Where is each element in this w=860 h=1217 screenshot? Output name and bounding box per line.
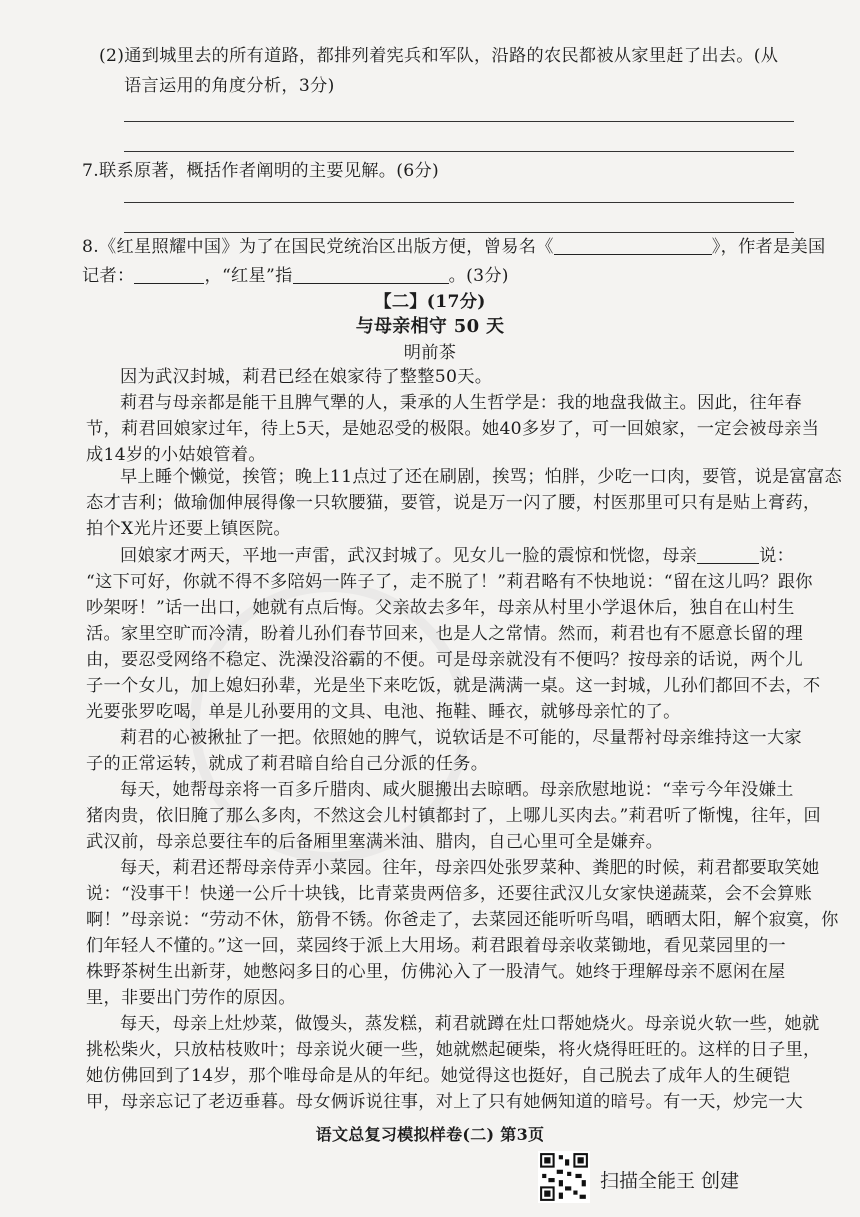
article-line: 子的正常运转，就成了莉君暗自给自己分派的任务。 xyxy=(86,754,489,774)
article-line: 每天，她帮母亲将一百多斤腊肉、咸火腿搬出去晾晒。母亲欣慰地说：“幸亏今年没嫌土 xyxy=(120,780,794,800)
article-line: 早上睡个懒觉，挨管；晚上11点过了还在刷剧，挨骂；怕胖，少吃一口肉，要管，说是富富态 xyxy=(120,467,842,487)
q8-line2 xyxy=(82,265,509,287)
q8-text-c: 记者： xyxy=(82,266,135,286)
article-line: 莉君与母亲都是能干且脾气犟的人，秉承的人生哲学是：我的地盘我做主。因此，往年春 xyxy=(120,393,803,413)
q8-text-d: ，“红星”指 xyxy=(204,266,293,286)
q7-prompt: 7.联系原著，概括作者阐明的主要见解。(6分) xyxy=(82,161,440,181)
q7-2-line2: 语言运用的角度分析，3分) xyxy=(124,76,335,96)
section-heading: 【二】(17分) xyxy=(374,292,486,312)
article-line: 因为武汉封城，莉君已经在娘家待了整整50天。 xyxy=(120,367,493,387)
article-line-tail: 说： xyxy=(759,546,795,566)
article-line: 活。家里空旷而冷清，盼着儿孙们春节回来，也是人之常情。然而，莉君也有不愿意长留的理 xyxy=(86,624,803,644)
answer-line xyxy=(124,232,794,233)
article-line: 每天，莉君还帮母亲侍弄小菜园。往年，母亲四处张罗菜种、粪肥的时候，莉君都要取笑她 xyxy=(120,858,820,878)
article-line: 莉君的心被揪扯了一把。依照她的脾气，说软话是不可能的，尽量帮衬母亲维持这一大家 xyxy=(120,728,803,748)
q8-text-e: 。(3分) xyxy=(448,266,509,286)
article-line-text: 回娘家才两天，平地一声雷，武汉封城了。见女儿一脸的震惊和恍惚，母亲 xyxy=(120,546,698,566)
article-line: 们年轻人不懂的。”这一回，菜园终于派上大用场。莉君跟着母亲收菜锄地，看见菜园里的一 xyxy=(86,936,786,956)
article-line: 吵架呀！”话一出口，她就有点后悔。父亲故去多年，母亲从村里小学退休后，独自在山村生 xyxy=(86,598,795,618)
answer-line xyxy=(124,121,794,122)
q8-blank-redstar[interactable] xyxy=(293,267,449,284)
page-footer: 语文总复习模拟样卷(二) 第3页 xyxy=(315,1125,545,1144)
article-line: 子一个女儿，加上媳妇孙辈，光是坐下来吃饭，就是满满一桌。这一封城，儿孙们都回不去，不 xyxy=(86,676,821,696)
article-line: 株野茶树生出新芽，她憋闷多日的心里，仿佛沁入了一股清气。她终于理解母亲不愿闲在屋 xyxy=(86,962,786,982)
fill-blank[interactable] xyxy=(697,547,759,564)
qr-code-icon xyxy=(538,1151,590,1203)
article-line: 由，要忍受网络不稳定、洗澡没浴霸的不便。可是母亲就没有不便吗？按母亲的话说，两个儿 xyxy=(86,650,803,670)
article-line: 态才吉利；做瑜伽伸展得像一只软腰猫，要管，说是万一闪了腰，村医那里可只有是贴上膏药， xyxy=(86,493,821,513)
article-line: 每天，母亲上灶炒菜，做馒头，蒸发糕，莉君就蹲在灶口帮她烧火。母亲说火软一些，她就 xyxy=(120,1014,820,1034)
article-line: 光要张罗吃喝，单是儿孙要用的文具、电池、拖鞋、睡衣，就够母亲忙的了。 xyxy=(86,702,681,722)
article-line: “这下可好，你就不得不多陪妈一阵子了，走不脱了！”莉君略有不快地说：“留在这儿吗？跟你 xyxy=(86,572,813,592)
article-line: 节，莉君回娘家过年，待上5天，是她忍受的极限。她40多岁了，可一回娘家，一定会被母亲当 xyxy=(86,419,820,439)
article-line: 啊！”母亲说：“劳动不休，筋骨不锈。你爸走了，去菜园还能听听鸟唱，晒晒太阳，解个寂寞，你 xyxy=(86,910,839,930)
article-line: 挑松柴火，只放枯枝败叶；母亲说火硬一些，她就燃起硬柴，将火烧得旺旺的。这样的日子里， xyxy=(86,1040,821,1060)
answer-line xyxy=(124,151,794,152)
article-line: 武汉前，母亲总要往车的后备厢里塞满米油、腊肉，自己心里可全是嫌弃。 xyxy=(86,832,664,852)
q8-text-b: 》，作者是美国 xyxy=(711,237,826,257)
article-author: 明前茶 xyxy=(403,343,457,363)
q8-line1 xyxy=(82,236,826,258)
q8-text-a: 8.《红星照耀中国》为了在国民党统治区出版方便，曾易名《 xyxy=(82,237,554,257)
article-line: 她仿佛回到了14岁，那个唯母命是从的年纪。她觉得这也挺好，自己脱去了成年人的生硬铠 xyxy=(86,1066,791,1086)
q7-2-line1: (2)通到城里去的所有道路，都排列着宪兵和军队，沿路的农民都被从家里赶了出去。(从 xyxy=(99,46,779,66)
article-line: 里，非要出门劳作的原因。 xyxy=(86,988,296,1008)
article-line: 拍个X光片还要上镇医院。 xyxy=(86,519,291,539)
article-line: 甲，母亲忘记了老迈垂暮。母女俩诉说往事，对上了只有她俩知道的暗号。有一天，炒完一大 xyxy=(86,1092,803,1112)
scanner-watermark-text: 扫描全能王 创建 xyxy=(600,1170,740,1192)
article-line xyxy=(120,545,794,567)
article-line: 猪肉贵，依旧腌了那么多肉，不然这会儿村镇都封了，上哪儿买肉去。”莉君听了惭愧，往年，回 xyxy=(86,806,821,826)
answer-line xyxy=(124,202,794,203)
article-line: 说：“没事干！快递一公斤十块钱，比青菜贵两倍多，还要往武汉儿女家快递蔬菜，会不会算账 xyxy=(86,884,813,904)
article-title: 与母亲相守 50 天 xyxy=(355,316,505,337)
q8-blank-title[interactable] xyxy=(554,238,712,255)
q8-blank-author[interactable] xyxy=(134,267,204,284)
article-line: 成14岁的小姑娘管着。 xyxy=(86,445,266,465)
